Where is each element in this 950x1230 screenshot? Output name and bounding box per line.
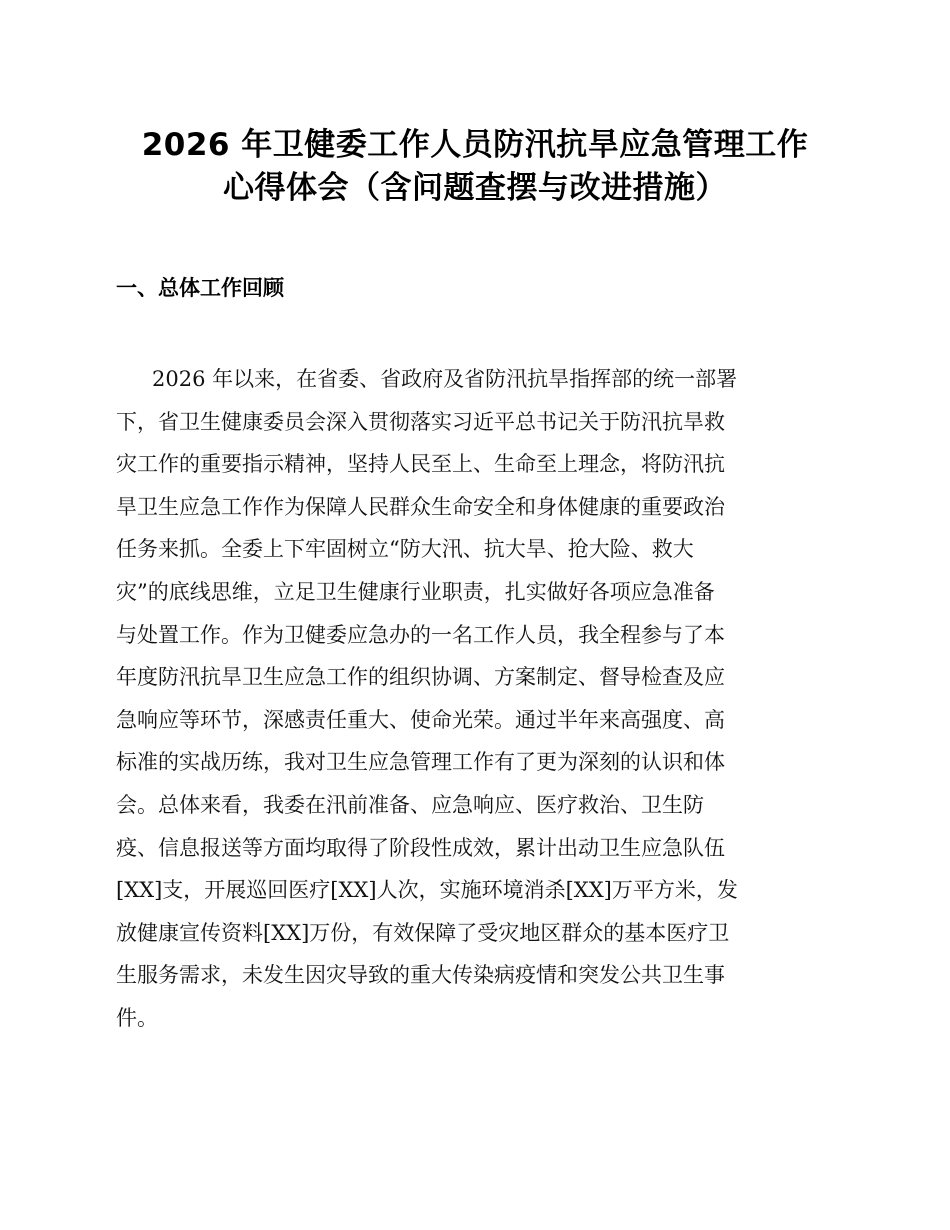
paragraph-line: 灾工作的重要指示精神，坚持人民至上、生命至上理念，将防汛抗: [116, 452, 725, 477]
title-line-2: 心得体会（含问题查摆与改进措施）: [223, 170, 727, 206]
paragraph-line: 灾”的底线思维，立足卫生健康行业职责，扎实做好各项应急准备: [116, 579, 715, 604]
paragraph-line: 旱卫生应急工作作为保障人民群众生命安全和身体健康的重要政治: [116, 494, 725, 519]
paragraph-line: 放健康宣传资料[XX]万份，有效保障了受灾地区群众的基本医疗卫: [116, 920, 730, 945]
title-line-1: 2026 年卫健委工作人员防汛抗旱应急管理工作: [141, 127, 809, 163]
document-title: [100, 124, 850, 210]
paragraph-line: 2026 年以来，在省委、省政府及省防汛抗旱指挥部的统一部署: [152, 367, 738, 391]
paragraph-line: 会。总体来看，我委在汛前准备、应急响应、医疗救治、卫生防: [116, 792, 704, 817]
section-heading: 一、总体工作回顾: [116, 276, 284, 300]
body-paragraph: [116, 358, 836, 1040]
paragraph-line: 疫、信息报送等方面均取得了阶段性成效，累计出动卫生应急队伍: [116, 835, 725, 860]
paragraph-line: 年度防汛抗旱卫生应急工作的组织协调、方案制定、督导检查及应: [116, 665, 725, 690]
paragraph-line: 件。: [116, 1005, 158, 1030]
paragraph-line: 与处置工作。作为卫健委应急办的一名工作人员，我全程参与了本: [116, 622, 725, 647]
paragraph-line: 生服务需求，未发生因灾导致的重大传染病疫情和突发公共卫生事: [116, 963, 725, 988]
paragraph-line: 任务来抓。全委上下牢固树立“防大汛、抗大旱、抢大险、救大: [116, 537, 694, 562]
paragraph-line: [XX]支，开展巡回医疗[XX]人次，实施环境消杀[XX]万平方米，发: [116, 878, 738, 903]
paragraph-line: 下，省卫生健康委员会深入贯彻落实习近平总书记关于防汛抗旱救: [116, 409, 725, 434]
paragraph-line: 标准的实战历练，我对卫生应急管理工作有了更为深刻的认识和体: [116, 750, 725, 775]
paragraph-line: 急响应等环节，深感责任重大、使命光荣。通过半年来高强度、高: [116, 707, 725, 732]
